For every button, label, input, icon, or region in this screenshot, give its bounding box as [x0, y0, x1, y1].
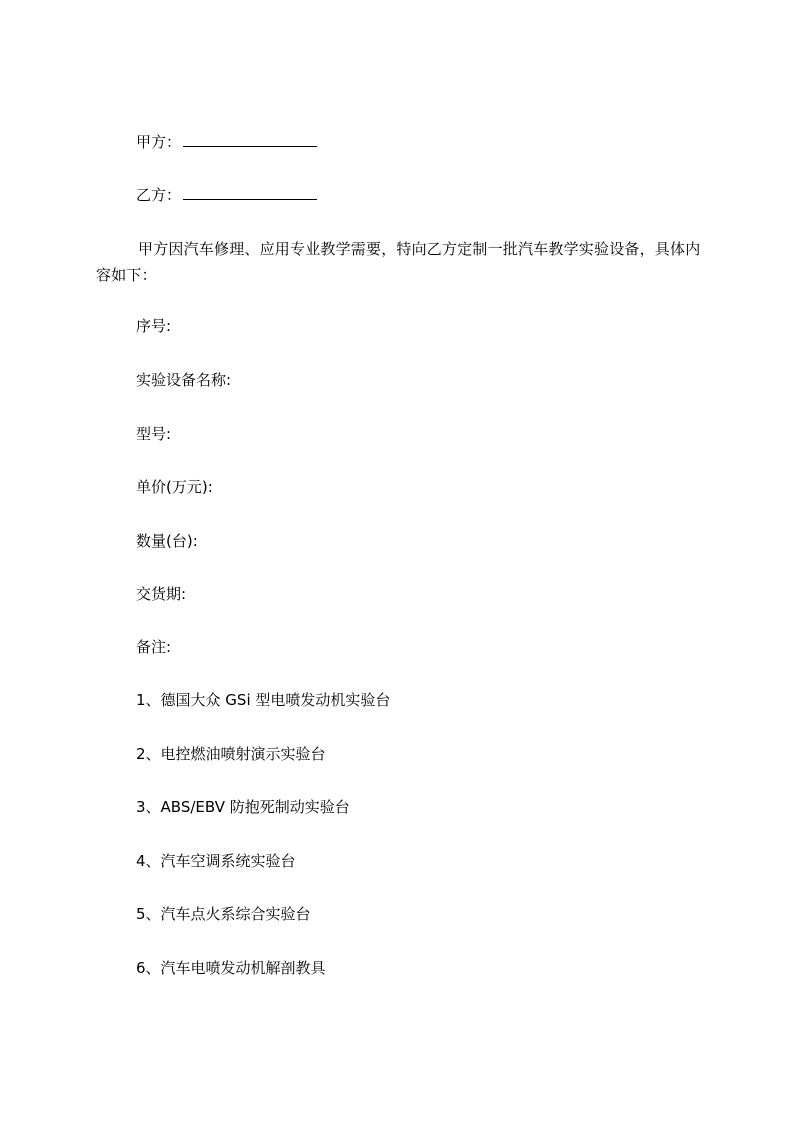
field-model: 型号:: [136, 425, 172, 443]
list-item: 6、汽车电喷发动机解剖教具: [136, 959, 326, 977]
list-item: 4、汽车空调系统实验台: [136, 852, 296, 870]
list-item: 3、ABS/EBV 防抱死制动实验台: [136, 798, 350, 816]
intro-paragraph: 甲方因汽车修理、应用专业教学需要，特向乙方定制一批汽车教学实验设备，具体内容如下：: [96, 240, 701, 284]
list-item: 1、德国大众 GSi 型电喷发动机实验台: [136, 691, 391, 709]
field-delivery: 交货期:: [136, 585, 187, 603]
party-a-label: 甲方：: [136, 133, 182, 151]
field-unit-price: 单价(万元):: [136, 478, 213, 496]
party-a-blank: [183, 132, 317, 147]
party-b-line: [136, 185, 317, 205]
party-a-line: [136, 132, 317, 152]
field-equipment-name: 实验设备名称:: [136, 371, 232, 389]
list-item: 2、电控燃油喷射演示实验台: [136, 745, 326, 763]
field-serial: 序号:: [136, 317, 172, 335]
list-item: 5、汽车点火系综合实验台: [136, 905, 311, 923]
party-b-blank: [183, 185, 317, 200]
field-quantity: 数量(台):: [136, 532, 198, 550]
party-b-label: 乙方：: [136, 186, 182, 204]
field-remarks: 备注:: [136, 638, 172, 656]
